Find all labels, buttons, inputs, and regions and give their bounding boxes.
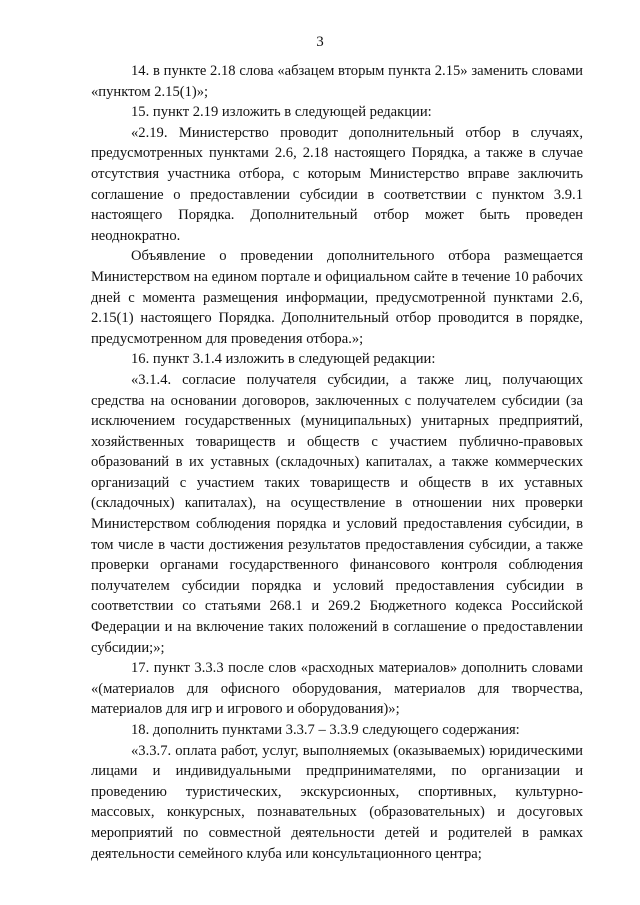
paragraph-item-14: 14. в пункте 2.18 слова «абзацем вторым пункта 2.15» заменить словами «пунктом 2.15(1)»; [91,63,583,100]
paragraph-item-18: 18. дополнить пунктами 3.3.7 – 3.3.9 следующего содержания: [131,722,520,738]
document-body [91,61,583,864]
paragraph-clause-2-19: «2.19. Министерство проводит дополнительный отбор в случаях, предусмотренных пунктами 2.6, 2.18 настоящего Порядка, а также в случае отсутствия участника отбора, с которым Министерство вправе заключить соглашение о предоставлении субсидии в соответствии с пунктом 3.9.1 настоящего Порядка. Дополнительный отбор может быть проведен неоднократно. [91,124,583,244]
paragraph-clause-3-1-4: «3.1.4. согласие получателя субсидии, а также лиц, получающих средства на основании договоров, заключенных с получателем субсидии (за исключением государственных (муниципальных) унитарных предприятий, хозяйственных товариществ и обществ с участием публично-правовых образований в их уставных (складочных) капиталах, а также коммерческих организаций с участием таких товариществ и обществ в их уставных (складочных) капиталах), на осуществление в отношении них проверки Министерством соблюдения порядка и условий предоставления субсидии, в том числе в части достижения результатов предоставления субсидии, а также проверки органами государственного финансового контроля соблюдения получателем субсидии порядка и условий предоставления субсидии в соответствии со статьями 268.1 и 269.2 Бюджетного кодекса Российской Федерации и на включение таких положений в соглашение о предоставлении субсидии;»; [91,371,583,656]
paragraph-clause-3-3-7: «3.3.7. оплата работ, услуг, выполняемых (оказываемых) юридическими лицами и индивидуальными предпринимателями, по организации и проведению туристических, экскурсионных, спортивных, культурно-массовых, конкурсных, познавательных (образовательных) и досуговых мероприятий по совместной деятельности детей и родителей в рамках деятельности семейного клуба или консультационного центра; [91,742,583,862]
paragraph-item-16: 16. пункт 3.1.4 изложить в следующей редакции: [131,351,436,368]
page-number: 3 [316,34,324,50]
paragraph-item-17: 17. пункт 3.3.3 после слов «расходных материалов» дополнить словами «(материалов для офисного оборудования, материалов для творчества, материалов для игр и игрового и оборудования)»; [91,660,583,718]
paragraph-item-15: 15. пункт 2.19 изложить в следующей редакции: [131,104,432,121]
paragraph-announcement: Объявление о проведении дополнительного отбора размещается Министерством на едином портале и официальном сайте в течение 10 рабочих дней с момента размещения информации, предусмотренной пунктами 2.6, 2.15(1) настоящего Порядка. Дополнительный отбор проводится в порядке, предусмотренном для проведения отбора.»; [91,248,583,347]
